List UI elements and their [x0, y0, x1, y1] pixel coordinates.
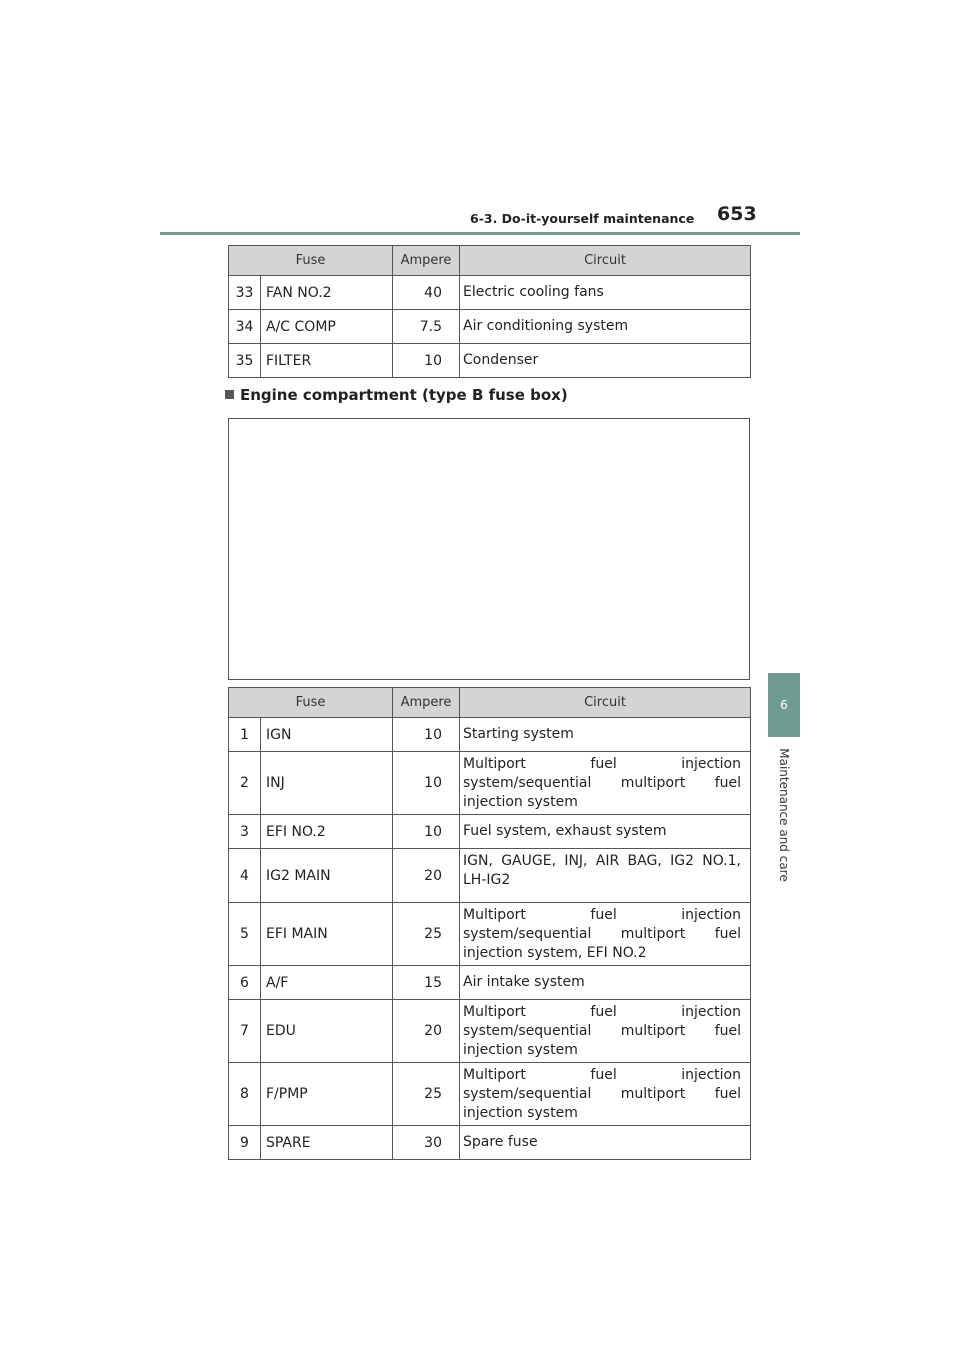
- table-row: [229, 903, 751, 966]
- fuse-name: SPARE: [261, 1126, 393, 1160]
- fuse-circuit: Electric cooling fans: [460, 276, 751, 310]
- fuse-number: 6: [229, 966, 261, 1000]
- table-row: [229, 752, 751, 815]
- fuse-name: A/C COMP: [261, 310, 393, 344]
- section-heading-text: Engine compartment (type B fuse box): [240, 386, 568, 404]
- chapter-tab: [768, 673, 800, 737]
- page-number: 653: [717, 203, 757, 225]
- fuse-name: FAN NO.2: [261, 276, 393, 310]
- fuse-box-figure: [228, 418, 750, 680]
- section-title: 6-3. Do-it-yourself maintenance: [470, 211, 695, 226]
- fuse-number: 5: [229, 903, 261, 966]
- fuse-number: 9: [229, 1126, 261, 1160]
- fuse-circuit: Air intake system: [460, 966, 751, 1000]
- fuse-ampere: 10: [393, 752, 460, 815]
- fuse-circuit: Condenser: [460, 344, 751, 378]
- fuse-ampere: 7.5: [393, 310, 460, 344]
- fuse-ampere: 20: [393, 849, 460, 903]
- fuse-number: 4: [229, 849, 261, 903]
- header-ampere: Ampere: [393, 688, 460, 718]
- fuse-table-top: [228, 245, 751, 378]
- fuse-name: EDU: [261, 1000, 393, 1063]
- fuse-number: 1: [229, 718, 261, 752]
- table-row: [229, 815, 751, 849]
- header-circuit: Circuit: [460, 688, 751, 718]
- fuse-circuit: Spare fuse: [460, 1126, 751, 1160]
- fuse-number: 3: [229, 815, 261, 849]
- fuse-ampere: 10: [393, 344, 460, 378]
- fuse-ampere: 20: [393, 1000, 460, 1063]
- fuse-circuit: Multiport fuel injection system/sequential multiport fuel injection system: [460, 1063, 751, 1126]
- fuse-name: EFI NO.2: [261, 815, 393, 849]
- fuse-number: 33: [229, 276, 261, 310]
- fuse-number: 34: [229, 310, 261, 344]
- fuse-circuit: Fuel system, exhaust system: [460, 815, 751, 849]
- table-row: [229, 344, 751, 378]
- fuse-ampere: 15: [393, 966, 460, 1000]
- section-heading: [225, 386, 568, 404]
- fuse-ampere: 25: [393, 903, 460, 966]
- bullet-square-icon: [225, 390, 234, 399]
- header-fuse: Fuse: [229, 246, 393, 276]
- fuse-name: IGN: [261, 718, 393, 752]
- fuse-ampere: 10: [393, 815, 460, 849]
- fuse-name: EFI MAIN: [261, 903, 393, 966]
- fuse-name: FILTER: [261, 344, 393, 378]
- header-circuit: Circuit: [460, 246, 751, 276]
- fuse-ampere: 25: [393, 1063, 460, 1126]
- table-row: [229, 1000, 751, 1063]
- table-row: [229, 718, 751, 752]
- fuse-table-bottom: [228, 687, 751, 1160]
- fuse-circuit: IGN, GAUGE, INJ, AIR BAG, IG2 NO.1, LH-IG2: [460, 849, 751, 903]
- fuse-number: 8: [229, 1063, 261, 1126]
- fuse-circuit: Starting system: [460, 718, 751, 752]
- fuse-number: 7: [229, 1000, 261, 1063]
- chapter-number: 6: [780, 698, 788, 712]
- header-ampere: Ampere: [393, 246, 460, 276]
- table-row: [229, 1063, 751, 1126]
- fuse-number: 2: [229, 752, 261, 815]
- header-rule: [160, 232, 800, 235]
- table-row: [229, 966, 751, 1000]
- fuse-name: F/PMP: [261, 1063, 393, 1126]
- fuse-ampere: 40: [393, 276, 460, 310]
- table-row: [229, 276, 751, 310]
- chapter-title: Maintenance and care: [777, 748, 791, 882]
- fuse-circuit: Multiport fuel injection system/sequential multiport fuel injection system: [460, 1000, 751, 1063]
- table-row: [229, 1126, 751, 1160]
- header-fuse: Fuse: [229, 688, 393, 718]
- fuse-circuit: Multiport fuel injection system/sequential multiport fuel injection system, EFI NO.2: [460, 903, 751, 966]
- fuse-circuit: Multiport fuel injection system/sequential multiport fuel injection system: [460, 752, 751, 815]
- table-row: [229, 310, 751, 344]
- fuse-name: INJ: [261, 752, 393, 815]
- fuse-number: 35: [229, 344, 261, 378]
- fuse-name: A/F: [261, 966, 393, 1000]
- table-row: [229, 849, 751, 903]
- fuse-ampere: 30: [393, 1126, 460, 1160]
- fuse-name: IG2 MAIN: [261, 849, 393, 903]
- fuse-circuit: Air conditioning system: [460, 310, 751, 344]
- fuse-ampere: 10: [393, 718, 460, 752]
